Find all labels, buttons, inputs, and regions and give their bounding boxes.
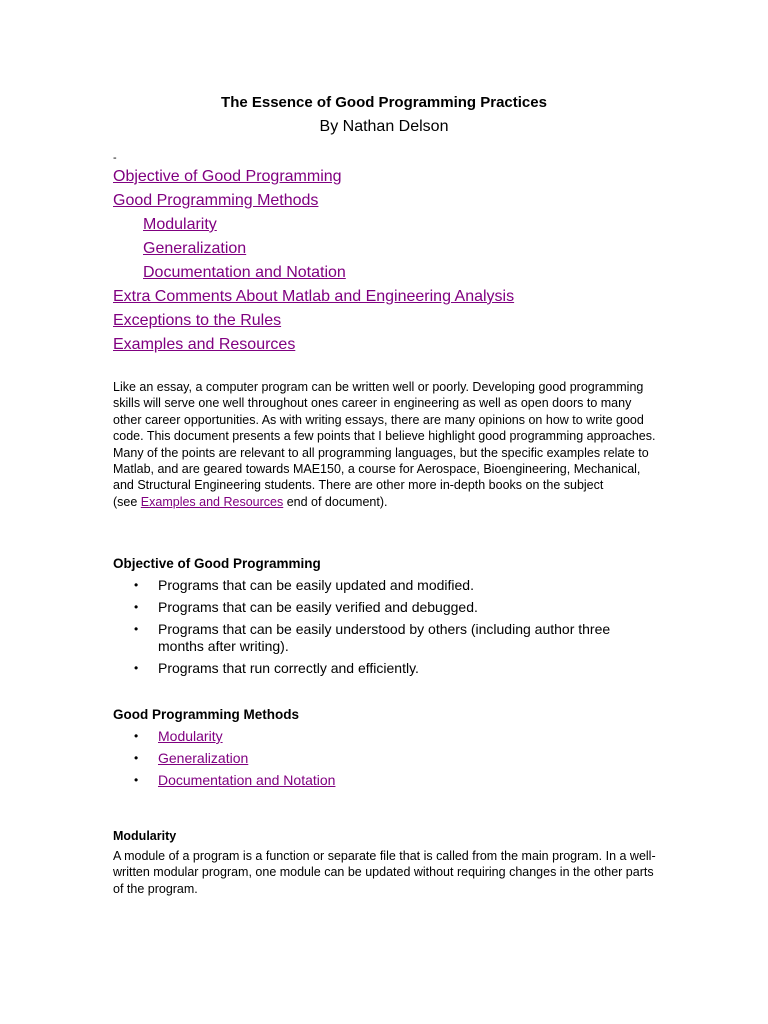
toc-link-objective[interactable]: Objective of Good Programming — [113, 168, 342, 185]
bullet-icon: • — [134, 661, 139, 675]
objective-item — [113, 660, 658, 677]
objective-item-text: Programs that run correctly and efficiently. — [158, 660, 419, 676]
intro-see-prefix: (see — [113, 494, 141, 509]
methods-link-generalization[interactable]: Generalization — [158, 750, 249, 766]
objective-item — [113, 599, 658, 616]
toc-link-documentation[interactable]: Documentation and Notation — [143, 264, 346, 281]
toc-link-exceptions[interactable]: Exceptions to the Rules — [113, 312, 282, 329]
bullet-icon: • — [134, 578, 139, 592]
objective-item — [113, 621, 658, 655]
modularity-heading: Modularity — [113, 829, 177, 843]
document-author: By Nathan Delson — [319, 118, 449, 135]
objective-item-text: Programs that can be easily understood by others (including author three months after writing). — [158, 621, 611, 654]
objective-item — [113, 577, 658, 594]
objective-item-text: Programs that can be easily updated and modified. — [158, 577, 474, 593]
methods-list — [113, 728, 658, 794]
intro-see-suffix: end of document). — [283, 494, 388, 509]
toc-item-modularity — [113, 213, 514, 237]
modularity-paragraph: A module of a program is a function or separate file that is called from the main program. In a well-written modular program, one module can be updated without requiring changes in the other parts of the program. — [113, 849, 656, 896]
bullet-icon: • — [134, 729, 139, 743]
intro-examples-link[interactable]: Examples and Resources — [140, 494, 284, 509]
toc-link-methods[interactable]: Good Programming Methods — [113, 192, 319, 209]
bullet-icon: • — [134, 600, 139, 614]
toc-item-generalization — [113, 237, 514, 261]
intro-text: Like an essay, a computer program can be written well or poorly. Developing good programming skills will serve one well throughout ones career in engineering as well as open doors to many other career opportunities. As with writing essays, there are many opinions on how to write good code. This document presents a few points that I believe highlight good programming approaches. Many of the points are relevant to all programming languages, but the specific examples relate to Matlab, and are geared towards MAE150, a course for Aerospace, Bioengineering, Mechanical, and Structural Engineering students. There are other more in-depth books on the subject — [113, 380, 656, 493]
methods-item — [113, 750, 658, 767]
methods-link-modularity[interactable]: Modularity — [158, 728, 223, 744]
toc-link-examples[interactable]: Examples and Resources — [113, 336, 296, 353]
toc-item-exceptions — [113, 309, 514, 333]
bullet-icon: • — [134, 622, 139, 636]
toc-link-extra-comments[interactable]: Extra Comments About Matlab and Engineering Analysis — [113, 288, 515, 305]
methods-item — [113, 728, 658, 745]
methods-link-documentation[interactable]: Documentation and Notation — [158, 772, 336, 788]
bullet-icon: • — [134, 773, 139, 787]
methods-item — [113, 772, 658, 789]
objective-heading: Objective of Good Programming — [113, 556, 321, 571]
document-title: The Essence of Good Programming Practices — [221, 94, 547, 111]
methods-heading: Good Programming Methods — [113, 707, 300, 722]
toc-item-extra-comments — [113, 285, 514, 309]
toc-item-documentation — [113, 261, 514, 285]
intro-paragraph — [113, 379, 658, 510]
toc-item-examples — [113, 333, 514, 357]
toc-link-modularity[interactable]: Modularity — [143, 216, 217, 233]
toc-item-objective — [113, 165, 514, 189]
bullet-icon: • — [134, 751, 139, 765]
toc-link-generalization[interactable]: Generalization — [143, 240, 247, 257]
objective-list — [113, 577, 658, 682]
toc-item-methods — [113, 189, 514, 213]
objective-item-text: Programs that can be easily verified and debugged. — [158, 599, 478, 615]
table-of-contents — [113, 165, 514, 357]
toc-marker: - — [113, 152, 117, 164]
